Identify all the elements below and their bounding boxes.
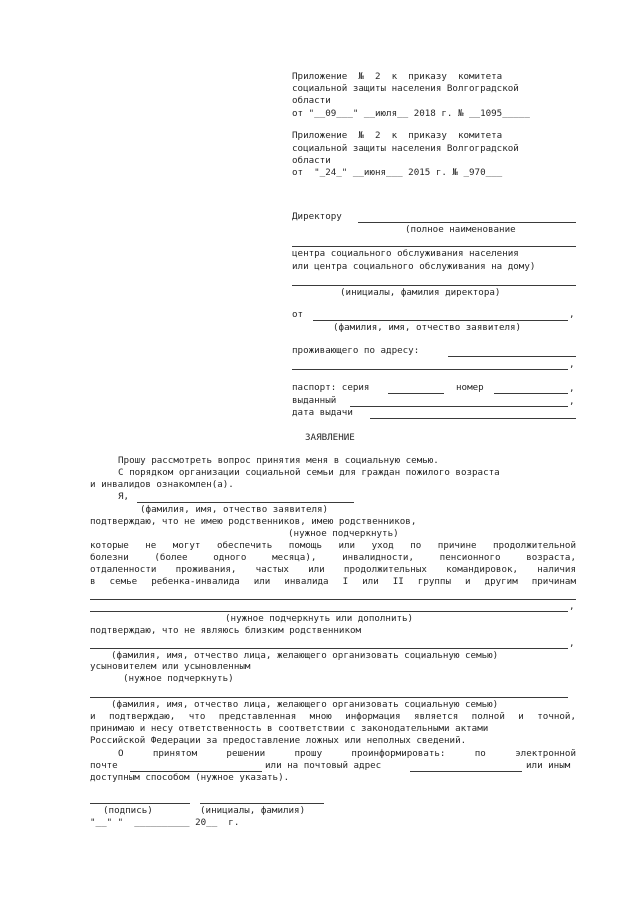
annex-date-line: от "_24_" __июня___ 2015 г. № _970___ bbox=[292, 167, 503, 178]
not-relative-text: подтверждаю, что не являюсь близким родственником bbox=[90, 625, 362, 636]
truth-line: и подтверждаю, что представленная мною информация является полной и точной, bbox=[90, 711, 576, 722]
other-reasons-line[interactable] bbox=[90, 599, 576, 600]
director-input-line[interactable] bbox=[358, 222, 576, 223]
annex-date-line: от "__09___" __июля__ 2018 г. № __1095_____ bbox=[292, 108, 530, 119]
hint-director: (инициалы, фамилия директора) bbox=[340, 287, 501, 298]
issued-input-line[interactable] bbox=[350, 406, 568, 407]
annex-line: Приложение № 2 к приказу комитета bbox=[292, 130, 503, 141]
issued-label: выданный bbox=[292, 395, 337, 406]
annex-line: области bbox=[292, 155, 331, 166]
hint-underline-add: (нужное подчеркнуть или дополнить) bbox=[225, 613, 414, 624]
director-label: Директору bbox=[292, 211, 342, 222]
center-input-line[interactable] bbox=[292, 246, 576, 247]
postal-address-input-line[interactable] bbox=[410, 771, 522, 772]
hint-underline: (нужное подчеркнуть) bbox=[288, 528, 399, 539]
organizer-name-line[interactable] bbox=[90, 648, 568, 649]
comma: , bbox=[569, 638, 575, 649]
other-reasons-line-2[interactable] bbox=[90, 611, 568, 612]
signature-date: "__" " __________ 20__ г. bbox=[90, 817, 240, 828]
adopter-text: усыновителем или усыновленным bbox=[90, 661, 251, 672]
signature-label: (подпись) bbox=[103, 805, 153, 816]
passport-number-input-line[interactable] bbox=[494, 393, 568, 394]
truth-line: Российской Федерации за предоставление ложных или неполных сведений. bbox=[90, 735, 467, 746]
annex-line: Приложение № 2 к приказу комитета bbox=[292, 71, 503, 82]
residing-label: проживающего по адресу: bbox=[292, 345, 420, 356]
notify-post-label: или на почтовый адрес bbox=[265, 760, 382, 771]
passport-number-label: номер bbox=[456, 382, 484, 393]
issue-date-input-line[interactable] bbox=[370, 418, 576, 419]
i-label: Я, bbox=[118, 491, 130, 502]
hint-fullname: (полное наименование bbox=[405, 224, 516, 235]
initials-line[interactable] bbox=[200, 803, 324, 804]
reason-line: в семье ребенка-инвалида или инвалида I или II группы и другим причинам bbox=[90, 576, 576, 587]
applicant-name-input-line[interactable] bbox=[313, 320, 568, 321]
signature-line[interactable] bbox=[90, 803, 190, 804]
notify-email-label: почте bbox=[90, 760, 118, 771]
director-name-input-line[interactable] bbox=[292, 285, 576, 286]
reason-line: отдаленности проживания, частых или продолжительных командировок, наличия bbox=[90, 564, 576, 575]
annex-line: социальной защиты населения Волгоградской bbox=[292, 83, 519, 94]
issue-date-label: дата выдачи bbox=[292, 407, 353, 418]
initials-label: (инициалы, фамилия) bbox=[200, 805, 306, 816]
notify-line: О принятом решении прошу проинформировать: по электронной bbox=[118, 748, 576, 759]
comma: , bbox=[569, 396, 575, 407]
reason-line: которые не могут обеспечить помощь или уход по причине продолжительной bbox=[90, 540, 576, 551]
comma: , bbox=[569, 383, 575, 394]
hint-organizer: (фамилия, имя, отчество лица, желающего организовать социальную семью) bbox=[111, 650, 499, 661]
hint-organizer-2: (фамилия, имя, отчество лица, желающего организовать социальную семью) bbox=[111, 699, 499, 710]
notify-line-3: доступным способом (нужное указать). bbox=[90, 772, 290, 783]
applicant-name-line[interactable] bbox=[137, 502, 354, 503]
document-title: ЗАЯВЛЕНИЕ bbox=[305, 432, 355, 443]
annex-line: области bbox=[292, 95, 331, 106]
comma: , bbox=[569, 309, 575, 320]
center-line: центра социального обслуживания населения bbox=[292, 248, 519, 259]
address-input-line[interactable] bbox=[448, 356, 576, 357]
paragraph-acquainted: С порядком организации социальной семьи для граждан пожилого возраста bbox=[118, 467, 500, 478]
address-input-line-2[interactable] bbox=[292, 369, 568, 370]
confirm-relatives: подтверждаю, что не имею родственников, имею родственников, bbox=[90, 516, 417, 527]
truth-line: принимаю и несу ответственность в соответствии с законодательными актами bbox=[90, 723, 489, 734]
comma: , bbox=[569, 359, 575, 370]
paragraph-acquainted-cont: и инвалидов ознакомлен(а). bbox=[90, 479, 234, 490]
from-label: от bbox=[292, 309, 304, 320]
hint-underline-2: (нужное подчеркнуть) bbox=[123, 673, 234, 684]
comma: , bbox=[569, 601, 575, 612]
organizer-name-line-2[interactable] bbox=[90, 697, 568, 698]
passport-series-label: паспорт: серия bbox=[292, 382, 370, 393]
center-line: или центра социального обслуживания на дому) bbox=[292, 261, 536, 272]
annex-line: социальной защиты населения Волгоградской bbox=[292, 143, 519, 154]
paragraph-request: Прошу рассмотреть вопрос принятия меня в социальную семью. bbox=[118, 455, 439, 466]
hint-applicant: (фамилия, имя, отчество заявителя) bbox=[333, 322, 522, 333]
reason-line: болезни (более одного месяца), инвалидности, пенсионного возраста, bbox=[90, 552, 576, 563]
hint-applicant-name: (фамилия, имя, отчество заявителя) bbox=[140, 504, 329, 515]
passport-series-input-line[interactable] bbox=[388, 393, 444, 394]
notify-other-label: или иным bbox=[526, 760, 571, 771]
